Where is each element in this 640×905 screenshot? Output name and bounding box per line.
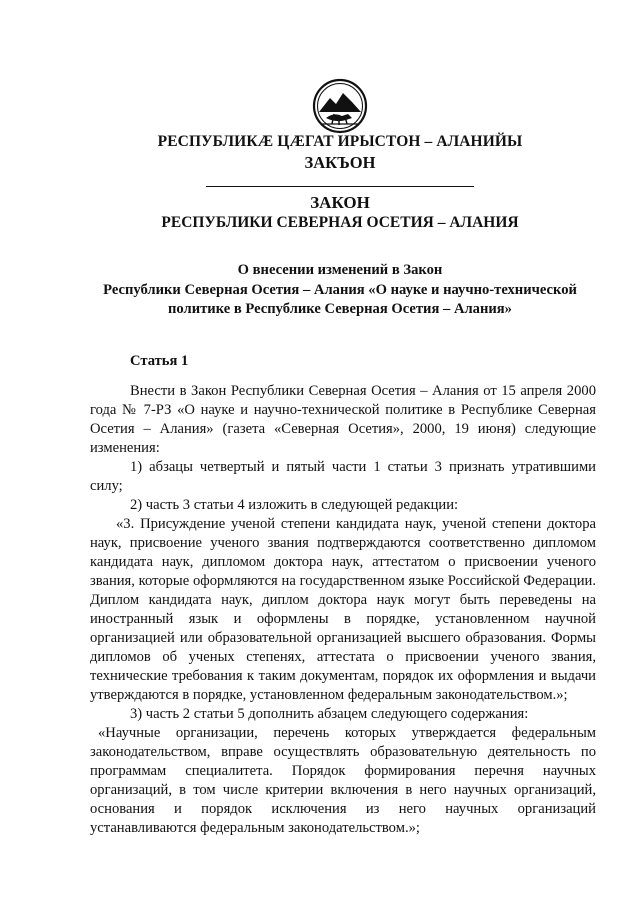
article-item-2: 2) часть 3 статьи 4 изложить в следующей редакции: <box>130 497 459 513</box>
coat-of-arms-emblem-icon <box>312 78 368 134</box>
article-paragraph-intro: Внести в Закон Республики Северная Осетия – Алания от 15 апреля 2000 года № 7-РЗ «О науке и научно-технической политике в Республике Северная Осетия – Алания» (газета «Северная Осетия», 2000, 19 июня) следующие изменения: <box>90 383 596 456</box>
russian-law-title: ЗАКОН <box>310 193 370 212</box>
article-heading: Статья 1 <box>130 353 189 369</box>
subject-line-3: политике в Республике Северная Осетия – Алания» <box>168 301 512 317</box>
article-item-3: 3) часть 2 статьи 5 дополнить абзацем следующего содержания: <box>130 706 529 722</box>
russian-republic-title: РЕСПУБЛИКИ СЕВЕРНАЯ ОСЕТИЯ – АЛАНИЯ <box>161 214 519 231</box>
subject-line-2: Республики Северная Осетия – Алания «О науке и научно-технической <box>103 282 577 298</box>
article-quote-2: «Научные организации, перечень которых утверждается федеральным законодательством, вправе осуществлять образовательную деятельность по программам специалитета. Порядок формирования перечня научных организаций, в том числе критерии включения в него научных организаций, основания и порядок исключения из него научных организаций устанавливаются федеральным законодательством.»; <box>90 725 596 836</box>
ossetian-law-title: ЗАКЪОН <box>304 153 376 172</box>
article-item-1: 1) абзацы четвертый и пятый части 1 статьи 3 признать утратившими силу; <box>90 459 596 494</box>
article-body <box>90 382 596 838</box>
subject-line-1: О внесении изменений в Закон <box>237 262 443 278</box>
header-divider <box>206 186 474 187</box>
ossetian-republic-title: РЕСПУБЛИКÆ ЦÆГАТ ИРЫСТОН – АЛАНИЙЫ <box>157 133 523 150</box>
article-quote-1: «3. Присуждение ученой степени кандидата наук, ученой степени доктора наук, присвоение ученого звания подтверждаются соответственно дипломом кандидата наук, дипломом доктора наук, аттестатом о присвоении ученого звания, которые оформляются на государственном языке Российской Федерации. Диплом кандидата наук, диплом доктора наук могут быть переведены на иностранный язык и оформлены в порядке, установленном научной организацией или образовательной организацией высшего образования. Формы дипломов об ученых степенях, аттестата о присвоении ученого звания, технические требования к таким документам, порядок их оформления и выдачи утверждаются в порядке, установленном федеральным законодательством.»; <box>90 516 596 703</box>
